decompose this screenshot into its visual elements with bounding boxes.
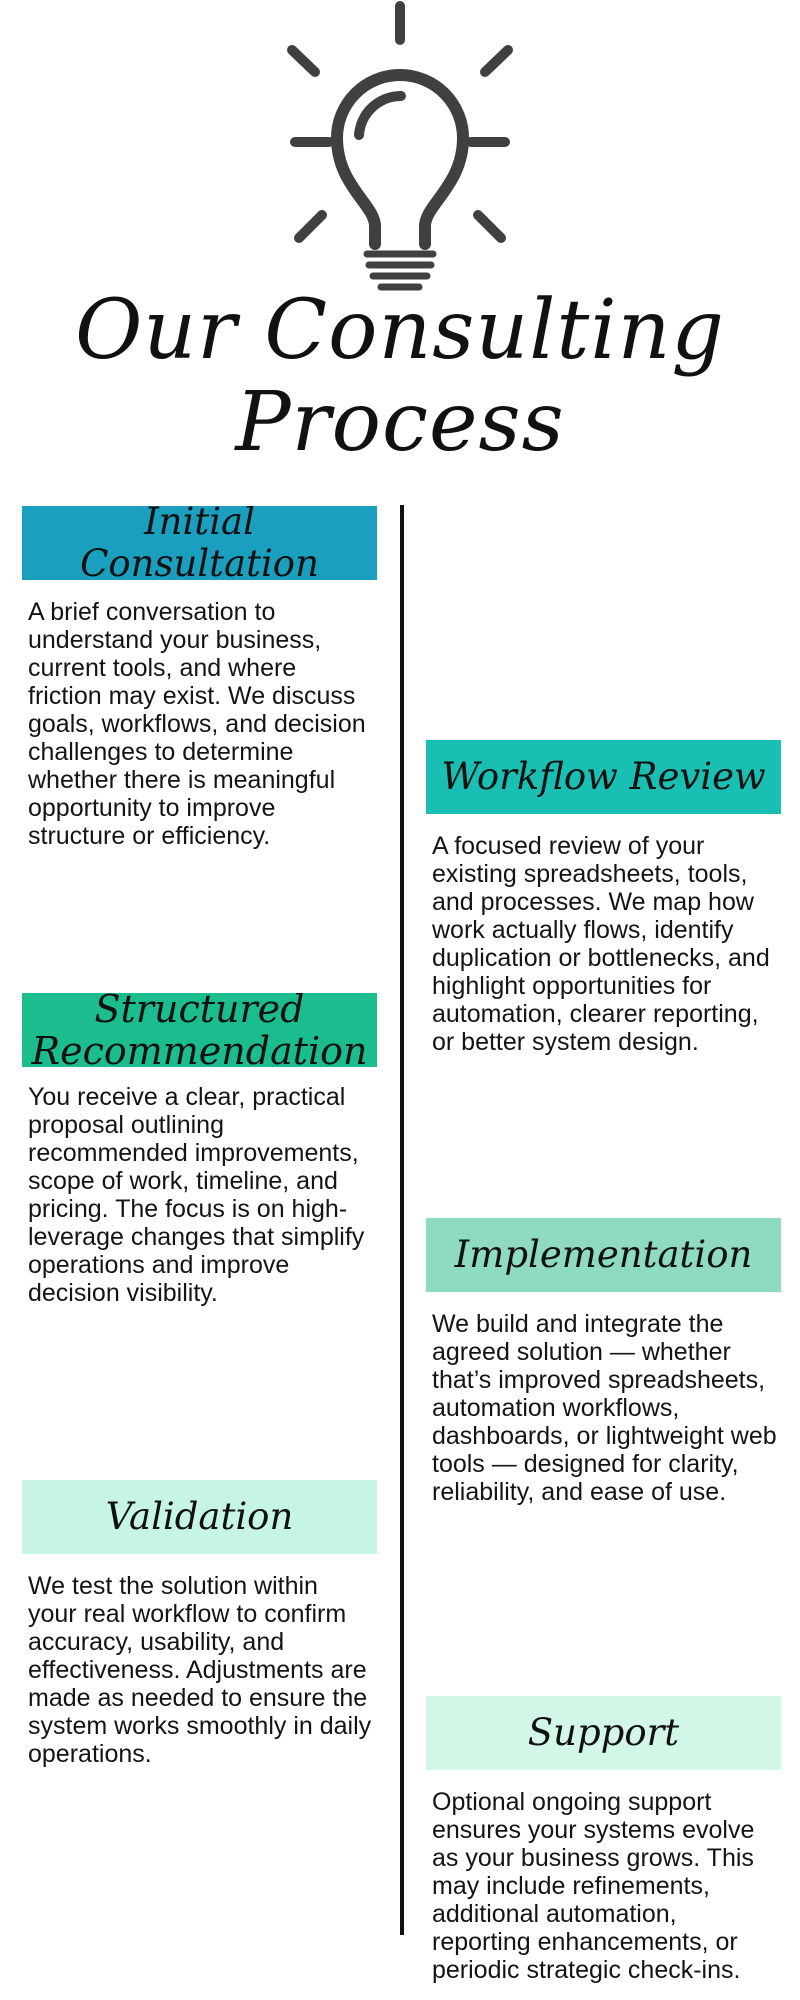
step-description: A focused review of your existing spreadsheets, tools, and processes. We map how work actually flows, identify duplication or bottlenecks, and highlight opportunities for automation, clearer reporting, or better system design.	[432, 832, 770, 1056]
process-step-structured-recommendation	[22, 993, 377, 1307]
process-step-initial-consultation	[22, 506, 377, 850]
timeline-divider	[400, 505, 404, 1935]
step-description: Optional ongoing support ensures your systems evolve as your business grows. This may include refinements, additional automation, reporting enhancements, or periodic strategic check-ins.	[432, 1788, 755, 1984]
step-title: Structured Recommendation	[22, 993, 377, 1067]
step-description: A brief conversation to understand your business, current tools, and where friction may exist. We discuss goals, workflows, and decision challenges to determine whether there is meaningful opportunity to improve structure or efficiency.	[28, 598, 366, 850]
process-step-support	[426, 1696, 781, 1984]
step-title: Validation	[22, 1480, 377, 1554]
page-title: Our Consulting Process	[75, 283, 725, 470]
step-title: Workflow Review	[426, 740, 781, 814]
step-title: Support	[426, 1696, 781, 1770]
step-description: We test the solution within your real workflow to confirm accuracy, usability, and effectiveness. Adjustments are made as needed to ensure the system works smoothly in daily operations.	[28, 1572, 372, 1768]
step-title: Implementation	[426, 1218, 781, 1292]
step-title: Initial Consultation	[22, 506, 377, 580]
process-step-workflow-review	[426, 740, 781, 1056]
step-description: We build and integrate the agreed solution — whether that’s improved spreadsheets, automation workflows, dashboards, or lightweight web tools — designed for clarity, reliability, and ease of use.	[432, 1310, 777, 1506]
step-description: You receive a clear, practical proposal outlining recommended improvements, scope of work, timeline, and pricing. The focus is on high-leverage changes that simplify operations and improve decision visibility.	[28, 1083, 365, 1307]
process-step-validation	[22, 1480, 377, 1768]
process-step-implementation	[426, 1218, 781, 1506]
lightbulb-icon	[255, 0, 545, 300]
